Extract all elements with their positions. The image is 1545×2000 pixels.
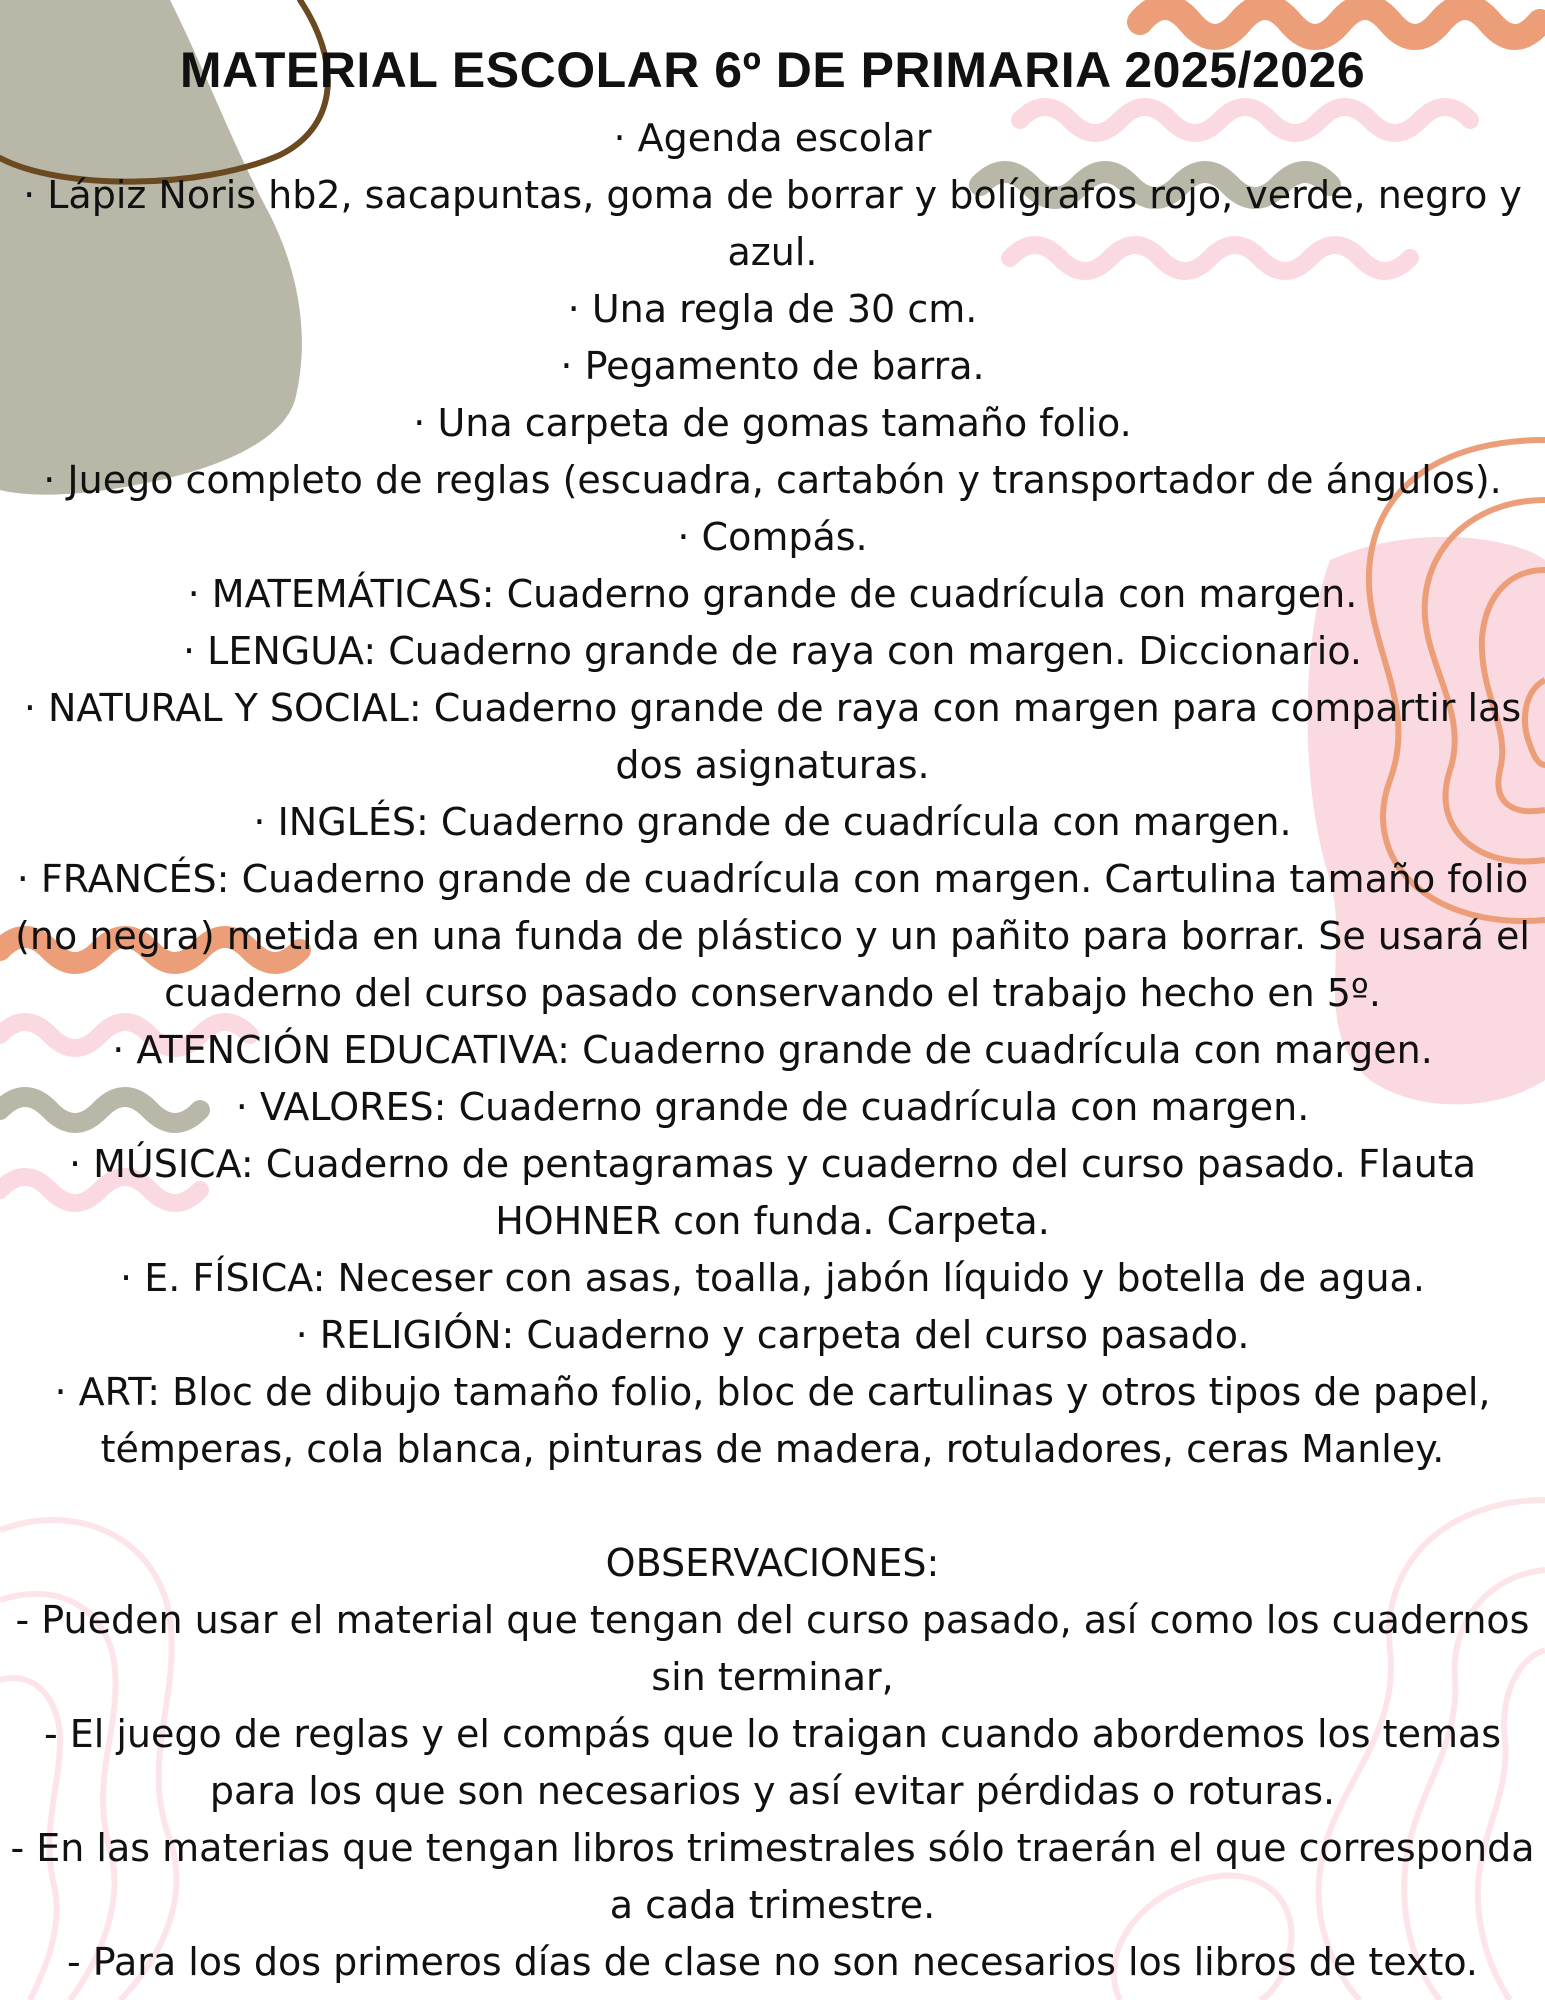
observation-item: - Para los dos primeros días de clase no son necesarios los libros de texto. xyxy=(66,1940,1479,1984)
list-item: · MATEMÁTICAS: Cuaderno grande de cuadrícula con margen. xyxy=(187,572,1358,616)
page-title: MATERIAL ESCOLAR 6º DE PRIMARIA 2025/2026 xyxy=(179,42,1366,98)
list-item: · ATENCIÓN EDUCATIVA: Cuaderno grande de cuadrícula con margen. xyxy=(112,1028,1433,1072)
observations-list xyxy=(0,1592,1545,1991)
list-item: · E. FÍSICA: Neceser con asas, toalla, jabón líquido y botella de agua. xyxy=(120,1256,1425,1300)
list-item: · NATURAL Y SOCIAL: Cuaderno grande de raya con margen para compartir las dos asignaturas. xyxy=(23,686,1522,787)
observation-item: - En las materias que tengan libros trimestrales sólo traerán el que corresponda a cada trimestre. xyxy=(10,1826,1535,1927)
supply-list xyxy=(0,110,1545,1478)
list-item: · RELIGIÓN: Cuaderno y carpeta del curso pasado. xyxy=(295,1313,1250,1357)
list-item: · Pegamento de barra. xyxy=(560,344,985,388)
list-item: · FRANCÉS: Cuaderno grande de cuadrícula con margen. Cartulina tamaño folio (no negra) metida en una funda de plástico y un pañito para borrar. Se usará el cuaderno del curso pasado conservando el trabajo hecho en 5º. xyxy=(15,857,1530,1015)
list-item: · Compás. xyxy=(677,515,868,559)
list-item: · Una regla de 30 cm. xyxy=(567,287,978,331)
list-item: · LENGUA: Cuaderno grande de raya con margen. Diccionario. xyxy=(183,629,1362,673)
list-item: · ART: Bloc de dibujo tamaño folio, bloc de cartulinas y otros tipos de papel, témperas, cola blanca, pinturas de madera, rotuladores, ceras Manley. xyxy=(54,1370,1491,1471)
observations-heading: OBSERVACIONES: xyxy=(605,1541,940,1585)
observation-item: - El juego de reglas y el compás que lo traigan cuando abordemos los temas para los que son necesarios y así evitar pérdidas o roturas. xyxy=(43,1712,1502,1813)
list-item: · Juego completo de reglas (escuadra, cartabón y transportador de ángulos). xyxy=(43,458,1502,502)
list-item: · INGLÉS: Cuaderno grande de cuadrícula con margen. xyxy=(253,800,1292,844)
list-item: · VALORES: Cuaderno grande de cuadrícula con margen. xyxy=(235,1085,1310,1129)
list-item: · Una carpeta de gomas tamaño folio. xyxy=(413,401,1132,445)
document-body xyxy=(0,30,1545,1991)
observation-item: - Pueden usar el material que tengan del curso pasado, así como los cuadernos sin terminar, xyxy=(15,1598,1530,1699)
list-item: · Lápiz Noris hb2, sacapuntas, goma de borrar y bolígrafos rojo, verde, negro y azul. xyxy=(23,173,1522,274)
list-item: · MÚSICA: Cuaderno de pentagramas y cuaderno del curso pasado. Flauta HOHNER con funda. Carpeta. xyxy=(68,1142,1477,1243)
list-item: · Agenda escolar xyxy=(613,116,932,160)
